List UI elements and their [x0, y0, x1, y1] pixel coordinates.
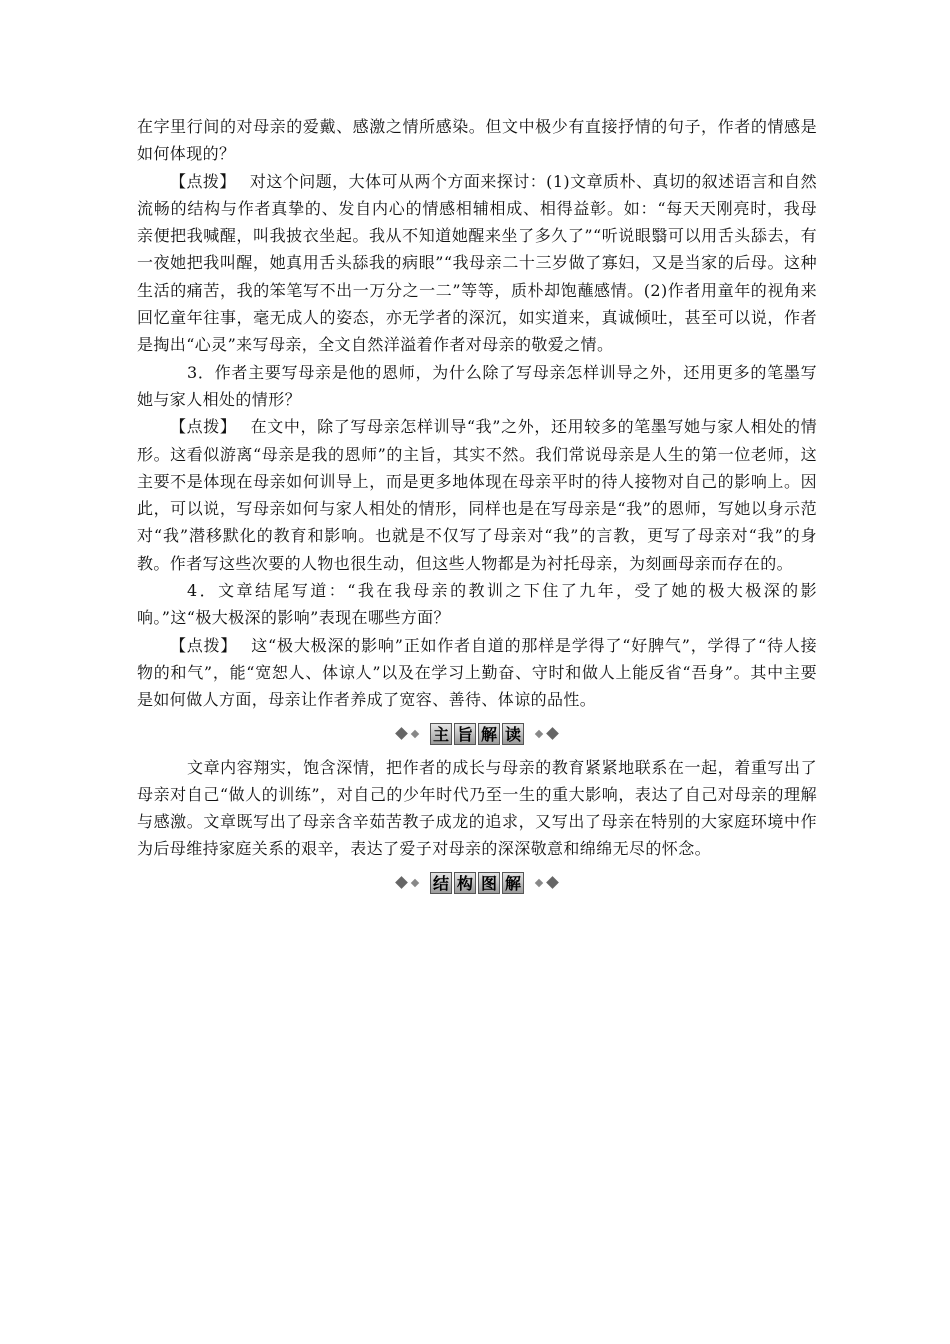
paragraph-intro: 在字里行间的对母亲的爱戴、感激之情所感染。但文中极少有直接抒情的句子，作者的情感是如何体现的？: [137, 117, 817, 164]
title-char: 主: [430, 723, 452, 745]
diamond-icon: [411, 878, 419, 886]
answer-3-text: 在文中，除了写母亲怎样训导“我”之外，还用较多的笔墨写她与家人相处的情形。这看似游离“母亲是我的恩师”的主旨，其实不然。我们常说母亲是人生的第一位老师，这主要不是体现在母亲如何训导上，而是更多地体现在母亲平时的待人接物对自己的影响上。因此，可以说，写母亲如何与家人相处的情形，同样也是在写母亲是“我”的恩师，写她以身示范对“我”潜移默化的教育和影响。也就是不仅写了母亲对“我”的言教，更写了母亲对“我”的身教。作者写这些次要的人物也很生动，但这些人物都是为衬托母亲，为刻画母亲而存在的。: [137, 417, 817, 573]
section-title-structure: [429, 872, 525, 894]
title-char: 读: [502, 723, 524, 745]
hint-tag: 【点拨】: [170, 171, 236, 191]
diamond-icon: [546, 727, 559, 740]
question-4: 4．文章结尾写道：“我在我母亲的教训之下住了九年，受了她的极大极深的影响。”这“极大极深的影响”表现在哪些方面？: [137, 581, 817, 628]
diamond-icon: [395, 727, 408, 740]
main-idea-text: 文章内容翔实，饱含深情，把作者的成长与母亲的教育紧紧地联系在一起，着重写出了母亲对自己“做人的训练”，对自己的少年时代乃至一生的重大影响，表达了自己对母亲的理解与感激。文章既写出了母亲含辛茹苦教子成龙的追求，又写出了母亲在特别的大家庭环境中作为后母维持家庭关系的艰辛，表达了爱子对母亲的深深敬意和绵绵无尽的怀念。: [137, 757, 817, 859]
answer-2-text: 对这个问题，大体可从两个方面来探讨：(1)文章质朴、真切的叙述语言和自然流畅的结构与作者真挚的、发自内心的情感相辅相成、相得益彰。如：“每天天刚亮时，我母亲便把我喊醒，叫我披衣坐起。我从不知道她醒来坐了多久了”“听说眼翳可以用舌头舔去，有一夜她把我叫醒，她真用舌头舔我的病眼”“我母亲二十三岁做了寡妇，又是当家的后母。这种生活的痛苦，我的笨笔写不出一万分之一二”等等，质朴却饱蘸感情。(2)作者用童年的视角来回忆童年往事，毫无成人的姿态，亦无学者的深沉，如实道来，真诚倾吐，甚至可以说，作者是掏出“心灵”来写母亲，全文自然洋溢着作者对母亲的敬爱之情。: [137, 171, 817, 355]
answer-3: [137, 413, 817, 577]
diamond-icon: [411, 729, 419, 737]
title-char: 解: [478, 723, 500, 745]
hint-tag: 【点拨】: [170, 635, 238, 655]
diamond-icon: [535, 729, 543, 737]
question-3: 3．作者主要写母亲是他的恩师，为什么除了写母亲怎样训导之外，还用更多的笔墨写她与家人相处的情形？: [137, 362, 817, 409]
answer-4: [137, 632, 817, 714]
diamond-icon: [546, 876, 559, 889]
diamond-icon: [535, 878, 543, 886]
title-char: 旨: [454, 723, 476, 745]
diamond-icon: [395, 876, 408, 889]
title-char: 构: [454, 872, 476, 894]
section-banner-structure: [137, 871, 817, 895]
document-page: [137, 113, 817, 903]
title-char: 图: [478, 872, 500, 894]
hint-tag: 【点拨】: [170, 417, 237, 437]
title-char: 解: [502, 872, 524, 894]
section-banner-main-idea: [137, 722, 817, 746]
title-char: 结: [430, 872, 452, 894]
section-title-main-idea: [429, 723, 525, 745]
answer-2: [137, 168, 817, 359]
answer-4-text: 这“极大极深的影响”正如作者自道的那样是学得了“好脾气”，学得了“待人接物的和气”，能“宽恕人、体谅人”以及在学习上勤奋、守时和做人上能反省“吾身”。其中主要是如何做人方面，母亲让作者养成了宽容、善待、体谅的品性。: [137, 635, 817, 710]
